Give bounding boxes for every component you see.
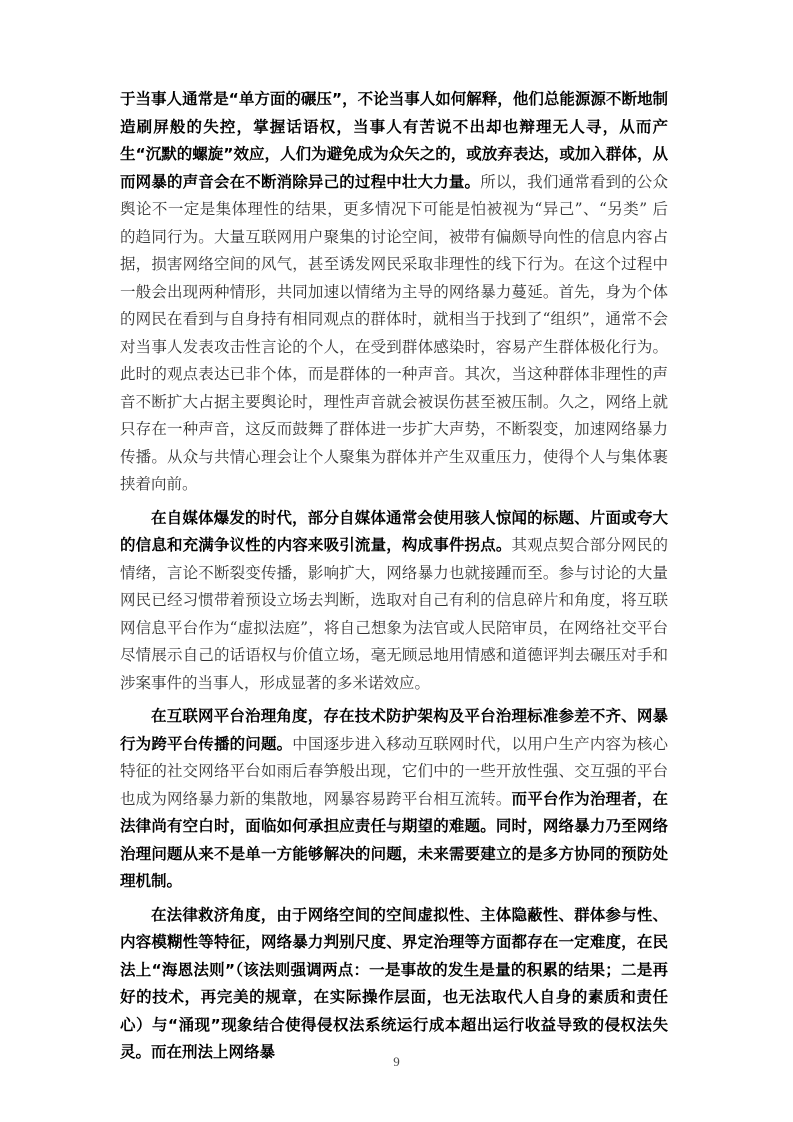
paragraph-4 xyxy=(120,902,668,1067)
bold-text: 在互联网平台治理角度，存在技术防护架构及平台治理标准参差不齐、网暴行为跨平台传播的问题。 xyxy=(120,707,668,753)
bold-text: 而平台作为治理者，在法律尚有空白时，面临如何承担应责任与期望的难题。同时，网络暴力乃至网络治理问题从来不是单一方能够解决的问题，未来需要建立的是多方协同的预防处理机制。 xyxy=(120,789,668,890)
paragraph-3 xyxy=(120,703,668,896)
paragraph-1 xyxy=(120,86,668,499)
bold-text: 在法律救济角度，由于网络空间的空间虚拟性、主体隐蔽性、群体参与性、内容模糊性等特征，网络暴力判别尺度、界定治理等方面都存在一定难度，在民法上“海恩法则”（该法则强调两点：一是事故的发生是量的积累的结果；二是再好的技术，再完美的规章，在实际操作层面，也无法取代人自身的素质和责任心）与“涌现”现象结合使得侵权法系统运行成本超出运行收益导致的侵权法失灵。而在刑法上网络暴 xyxy=(120,905,668,1061)
body-text: 所以，我们通常看到的公众舆论不一定是集体理性的结果，更多情况下可能是怕被视为“异己”、“另类” 后的趋同行为。大量互联网用户聚集的讨论空间，被带有偏颇导向性的信息内容占据，损害网络空间的风气，甚至诱发网民采取非理性的线下行为。在这个过程中一般会出现两种情形，共同加速以情绪为主导的网络暴力蔓延。首先，身为个体的网民在看到与自身持有相同观点的群体时，就相当于找到了“组织”，通常不会对当事人发表攻击性言论的个人，在受到群体感染时，容易产生群体极化行为。此时的观点表达已非个体，而是群体的一种声音。其次，当这种群体非理性的声音不断扩大占据主要舆论时，理性声音就会被误伤甚至被压制。久之，网络上就只存在一种声音，这反而鼓舞了群体进一步扩大声势，不断裂变，加速网络暴力传播。从众与共情心理会让个人聚集为群体并产生双重压力，使得个人与集体裹挟着向前。 xyxy=(120,172,668,493)
paragraph-2 xyxy=(120,505,668,698)
body-text: 其观点契合部分网民的情绪，言论不断裂变传播，影响扩大，网络暴力也就接踵而至。参与讨论的大量网民已经习惯带着预设立场去判断，选取对自己有利的信息碎片和角度，将互联网信息平台作为“虚拟法庭”，将自己想象为法官或人民陪审员，在网络社交平台尽情展示自己的话语权与价值立场，毫无顾忌地用情感和道德评判去碾压对手和涉案事件的当事人，形成显著的多米诺效应。 xyxy=(120,536,668,692)
page-number: 9 xyxy=(393,1054,400,1069)
bold-text: 在自媒体爆发的时代，部分自媒体通常会使用骇人惊闻的标题、片面或夸大的信息和充满争议性的内容来吸引流量，构成事件拐点。 xyxy=(120,508,668,554)
bold-text: 于当事人通常是“单方面的碾压”，不论当事人如何解释，他们总能源源不断地制造刷屏般的失控，掌握话语权，当事人有苦说不出却也辩理无人寻，从而产生“沉默的螺旋”效应，人们为避免成为众矢之的，或放弃表达，或加入群体，从而网暴的声音会在不断消除异己的过程中壮大力量。 xyxy=(120,90,668,191)
body-text: 中国逐步进入移动互联网时代，以用户生产内容为核心特征的社交网络平台如雨后春笋般出现，它们中的一些开放性强、交互强的平台也成为网络暴力新的集散地，网暴容易跨平台相互流转。 xyxy=(120,734,668,808)
document-body xyxy=(120,86,668,1073)
